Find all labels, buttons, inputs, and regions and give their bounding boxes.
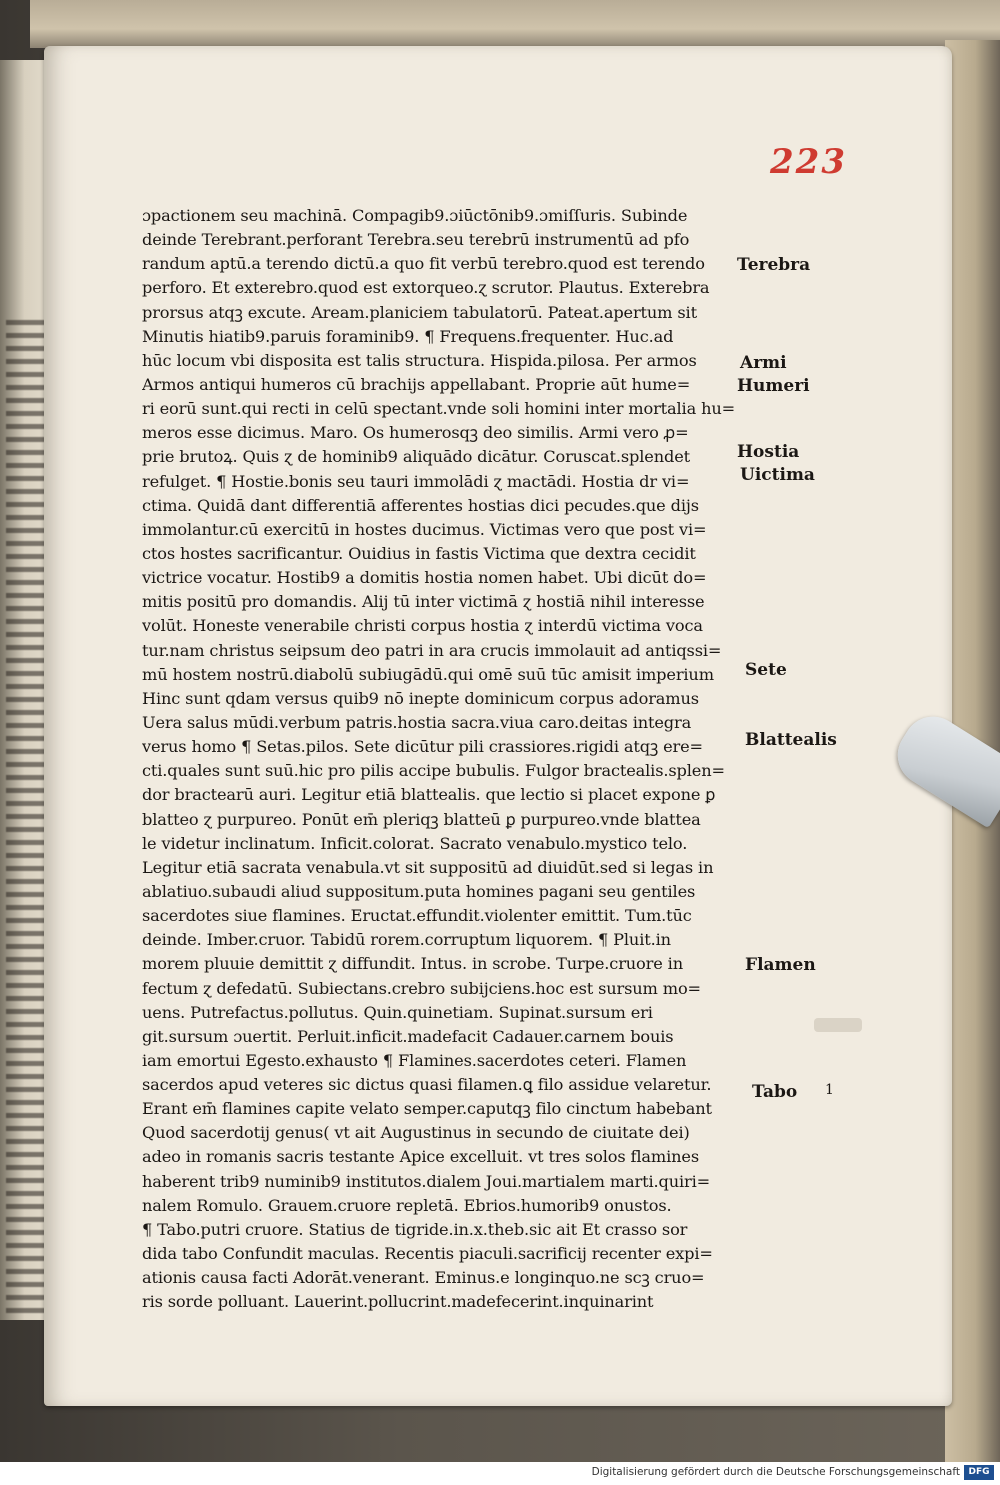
margin-note-victima: Uictima <box>740 465 815 485</box>
text-line: Hinc sunt qdam versus quib9 nō inepte dominicum corpus adoramus <box>142 688 699 708</box>
text-line: git.sursum ɔuertit. Perluit.inficit.madefacit Cadauer.carnem bouis <box>142 1026 674 1046</box>
text-line: ri eorū sunt.qui recti in celū spectant.vnde soli homini inter mortalia hu= <box>142 399 736 419</box>
text-line: ris sorde polluant. Lauerint.pollucrint.madefecerint.inquinarint <box>142 1292 654 1312</box>
text-line: verus homo ¶ Setas.pilos. Sete dicūtur pili crassiores.rigidi atqꝫ ere= <box>142 737 703 757</box>
margin-note-blattealis: Blattealis <box>745 730 837 750</box>
margin-note-flamen: Flamen <box>745 955 816 975</box>
book-top-edge <box>30 0 1000 48</box>
text-line: sacerdotes siue flamines. Eructat.effundit.violenter emittit. Tum.tūc <box>142 906 692 926</box>
text-line: adeo in romanis sacris testante Apice excelluit. vt tres solos flamines <box>142 1147 700 1167</box>
text-line: refulget. ¶ Hostie.bonis seu tauri immolādi ɀ mactādi. Hostia dr vi= <box>142 471 690 491</box>
text-line: Minutis hiatib9.paruis foraminib9. ¶ Frequens.frequenter. Huc.ad <box>142 326 674 346</box>
margin-note-humeri: Humeri <box>737 376 810 396</box>
text-line: dida tabo Confundit maculas. Recentis piaculi.sacrificij recenter expi= <box>142 1244 713 1264</box>
text-line: haberent trib9 numinib9 institutos.dialem Joui.martialem marti.quiri= <box>142 1171 711 1191</box>
text-line: prie brutoꝝ. Quis ɀ de hominib9 aliquādo dicātur. Coruscat.splendet <box>142 447 690 467</box>
text-line: Armos antiqui humeros cū brachijs appellabant. Proprie aūt hume= <box>142 374 691 394</box>
text-line: fectum ɀ defedatū. Subiectans.crebro subijciens.hoc est sursum mo= <box>142 978 701 998</box>
text-line: volūt. Honeste venerabile christi corpus hostia ɀ interdū victima voca <box>142 616 703 636</box>
dfg-logo-icon: DFG <box>964 1465 994 1480</box>
text-line: hūc locum vbi disposita est talis structura. Hispida.pilosa. Per armos <box>142 350 697 370</box>
text-line: deinde. Imber.cruor. Tabidū rorem.corruptum liquorem. ¶ Pluit.in <box>142 930 671 950</box>
text-line: victrice vocatur. Hostib9 a domitis hostia nomen habet. Ubi dicūt do= <box>142 568 707 588</box>
text-line: nalem Romulo. Grauem.cruore repletā. Ebrios.humorib9 onustos. <box>142 1195 672 1215</box>
text-line: ¶ Tabo.putri cruore. Statius de tigride.in.x.theb.sic ait Et crasso sor <box>142 1219 688 1239</box>
text-line: blatteo ɀ purpureo. Ponūt em̄ pleriqꝫ blatteū ꝑ purpureo.vnde blattea <box>142 809 701 829</box>
text-line: ablatiuo.subaudi aliud suppositum.puta homines pagani seu gentiles <box>142 881 696 901</box>
text-line: Quod sacerdotij genus( vt ait Augustinus in secundo de ciuitate dei) <box>142 1123 690 1143</box>
margin-note-tabo: Tabo <box>752 1082 798 1102</box>
folio-number: 223 <box>770 142 847 182</box>
paper-smudge <box>814 1018 862 1032</box>
text-line: ationis causa facti Adorāt.venerant. Eminus.e longinquo.ne scꝫ cruo= <box>142 1268 705 1288</box>
text-line: morem pluuie demittit ɀ diffundit. Intus. in scrobe. Turpe.cruore in <box>142 954 683 974</box>
text-line: mitis positū pro domandis. Alij tū inter victimā ɀ hostiā nihil interesse <box>142 592 705 612</box>
text-line: ctos hostes sacrificantur. Ouidius in fastis Victima que dextra cecidit <box>142 543 696 563</box>
text-line: dor bractearū auri. Legitur etiā blattealis. que lectio si placet expone ꝑ <box>142 785 716 805</box>
text-line: prorsus atqꝫ excute. Aream.planiciem tabulatorū. Pateat.apertum sit <box>142 302 697 322</box>
text-line: deinde Terebrant.perforant Terebra.seu terebrū instrumentū ad pfo <box>142 230 690 250</box>
text-line: ctima. Quidā dant differentiā afferentes hostias dici pecudes.que dijs <box>142 495 699 515</box>
text-line: Erant em̄ flamines capite velato semper.caputqꝫ filo cinctum habebant <box>142 1099 712 1119</box>
text-line: le videtur inclinatum. Inficit.colorat. Sacrato venabulo.mystico telo. <box>142 833 688 853</box>
margin-note-sete: Sete <box>745 660 787 680</box>
text-line: randum aptū.a terendo dictū.a quo fit verbū terebro.quod est terendo <box>142 254 705 274</box>
margin-note-terebra: Terebra <box>737 255 811 275</box>
text-line: perforo. Et exterebro.quod est extorqueo.ɀ scrutor. Plautus. Exterebra <box>142 278 710 298</box>
text-line: uens. Putrefactus.pollutus. Quin.quinetiam. Supinat.sursum eri <box>142 1002 653 1022</box>
text-line: Legitur etiā sacrata venabula.vt sit suppositū ad diuidūt.sed si legas in <box>142 857 714 877</box>
margin-note-armi: Armi <box>740 353 787 373</box>
text-line: immolantur.cū exercitū in hostes ducimus. Victimas vero que post vi= <box>142 519 707 539</box>
text-line: sacerdos apud veteres sic dictus quasi filamen.ꝗ filo assidue velaretur. <box>142 1075 712 1095</box>
text-line: ɔpactionem seu machinā. Compagib9.ɔiūctōnib9.ɔmiſſuris. Subinde <box>142 206 688 225</box>
text-line: Uera salus mūdi.verbum patris.hostia sacra.viua caro.deitas integra <box>142 712 692 732</box>
main-text-block <box>142 204 774 1314</box>
text-line: meros esse dicimus. Maro. Os humerosqꝫ deo similis. Armi vero ꝓ= <box>142 423 689 443</box>
text-line: tur.nam christus seipsum deo patri in ara crucis immolauit ad antiqssi= <box>142 640 722 660</box>
margin-mark: 1 <box>825 1082 834 1098</box>
margin-note-hostia: Hostia <box>737 442 800 462</box>
text-line: cti.quales sunt suū.hic pro pilis accipe bubulis. Fulgor bractealis.splen= <box>142 761 725 781</box>
text-line: iam emortui Egesto.exhausto ¶ Flamines.sacerdotes ceteri. Flamen <box>142 1050 687 1070</box>
text-line: mū hostem nostrū.diabolū subiugādū.qui omē suū tūc amisit imperium <box>142 664 714 684</box>
footer-credit: Digitalisierung gefördert durch die Deutsche Forschungsgemeinschaft <box>591 1466 960 1478</box>
